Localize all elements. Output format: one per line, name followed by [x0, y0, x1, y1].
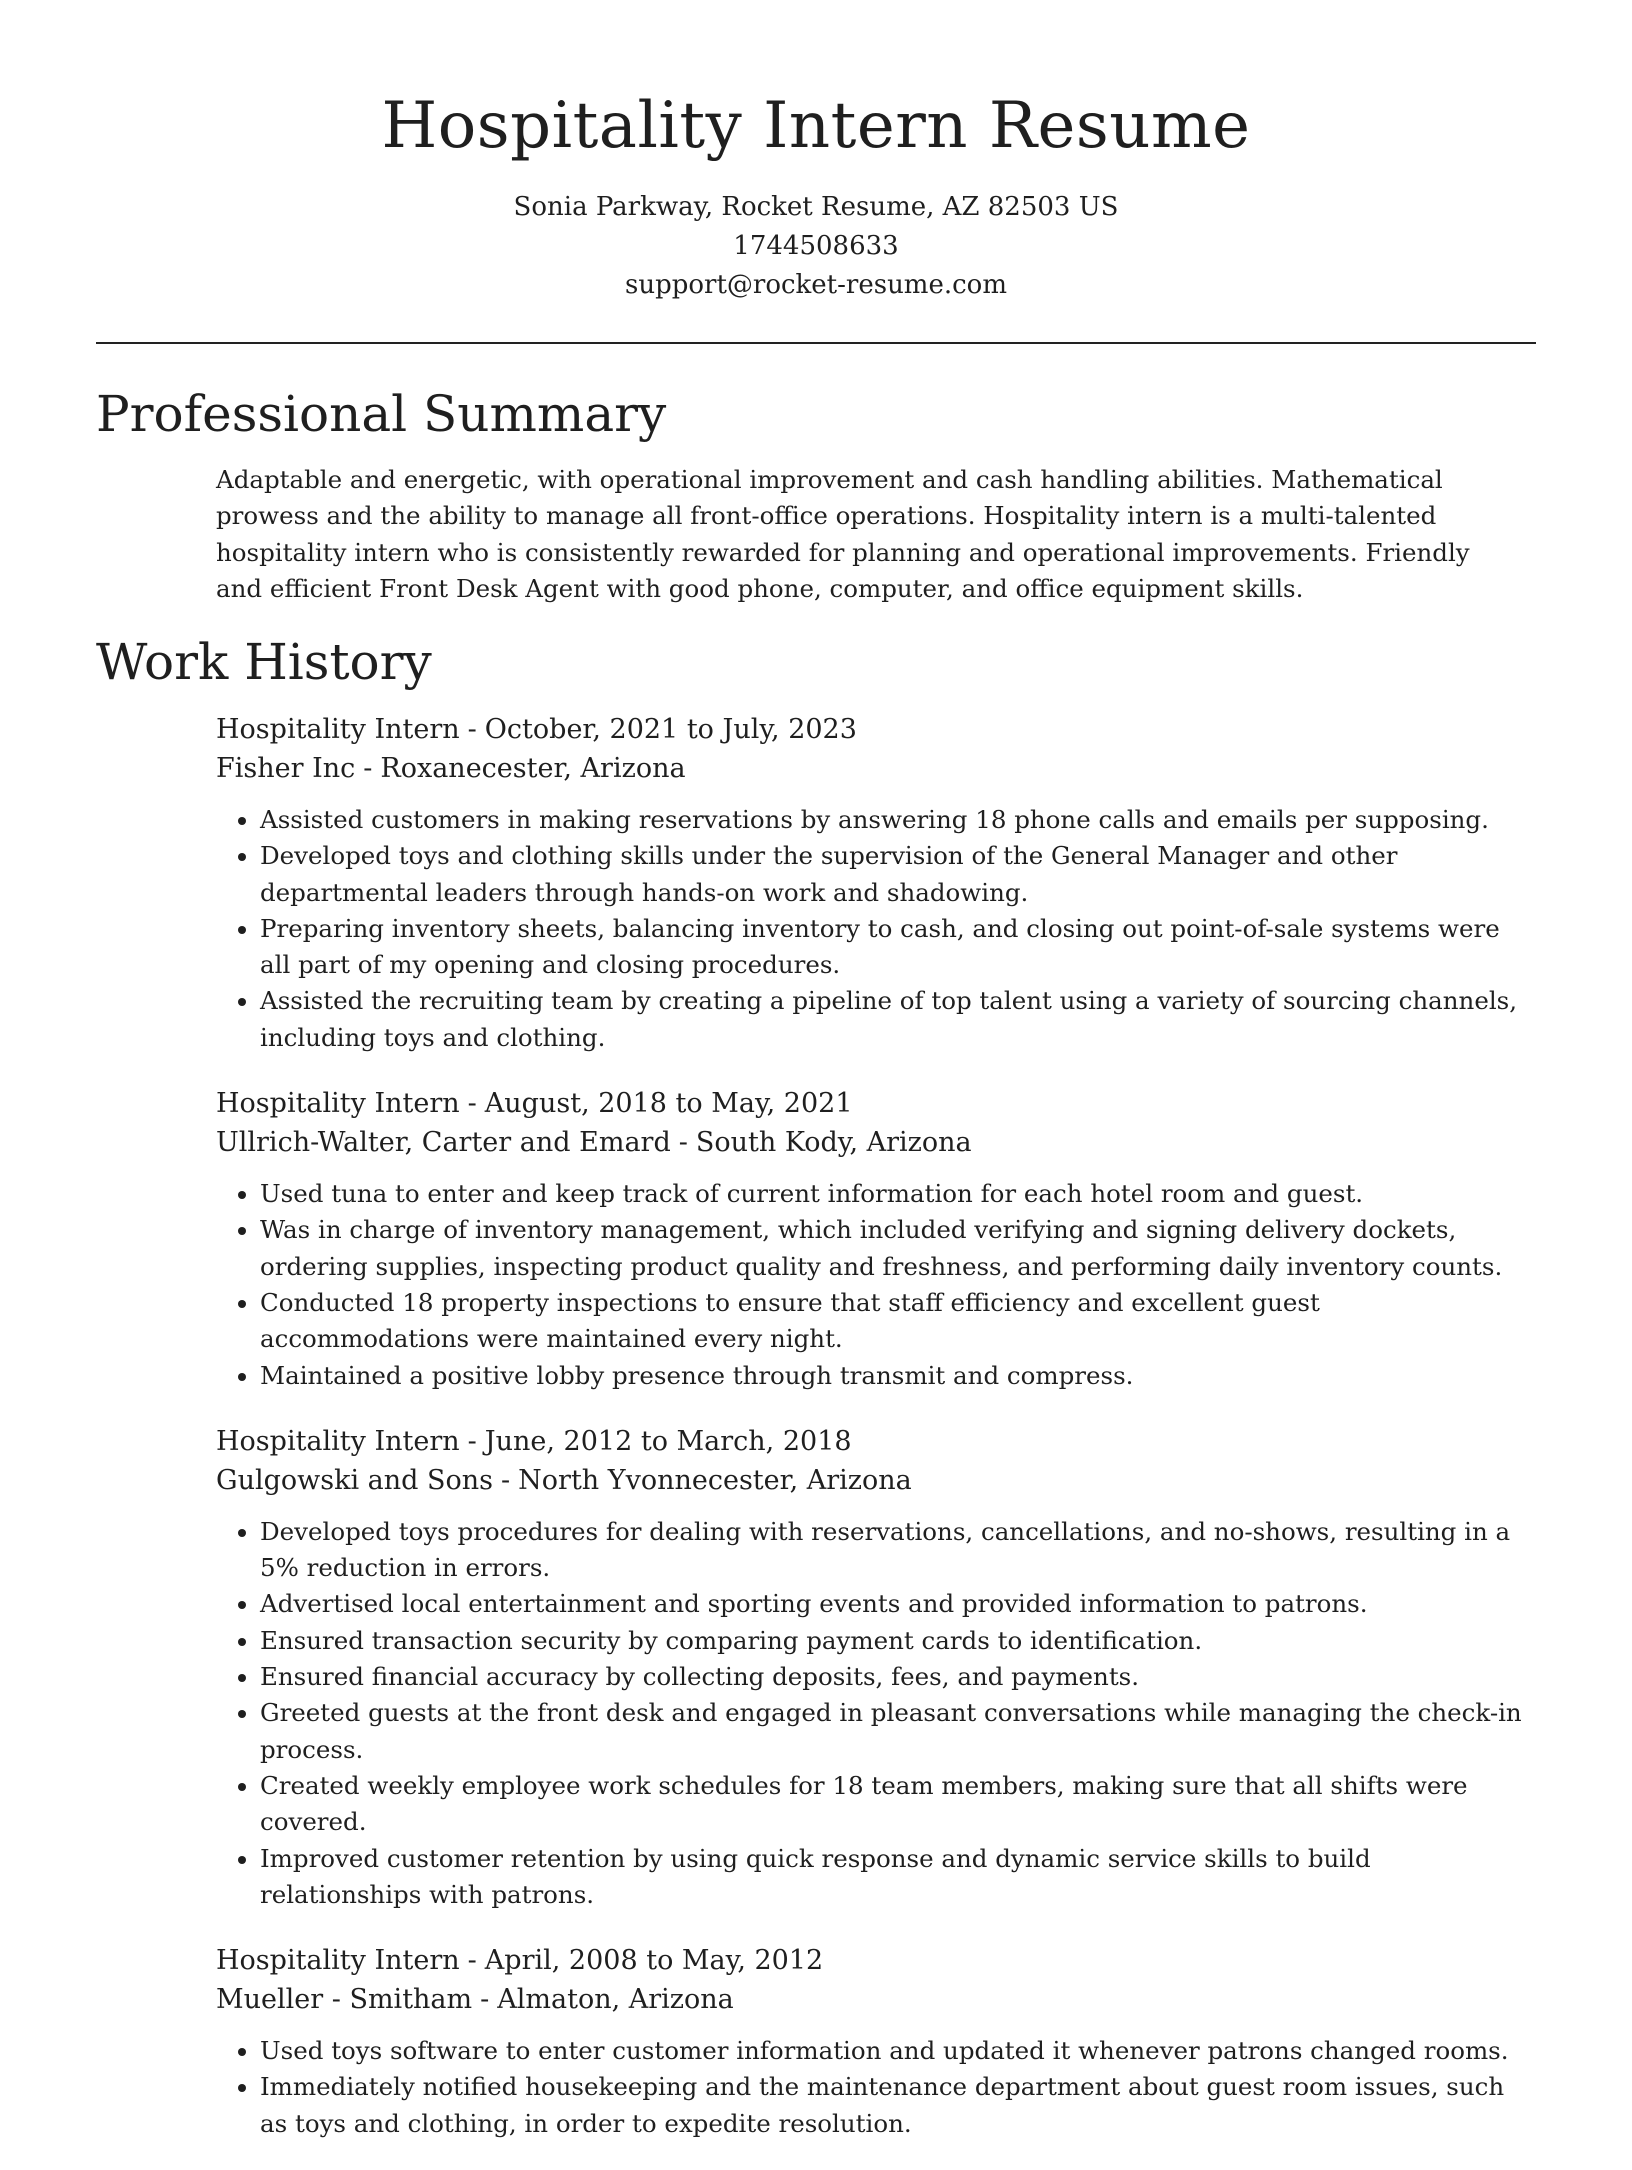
job-title-line: [216, 1941, 1526, 1980]
job-title-line: [216, 1422, 1526, 1461]
job-location: Almaton, Arizona: [497, 1984, 734, 2016]
separator: -: [467, 714, 477, 745]
job-company: Fisher Inc: [216, 753, 356, 784]
separator: -: [467, 1425, 477, 1457]
job-bullet-list: [216, 802, 1526, 1056]
job-company: Ullrich-Walter, Carter and Emard: [216, 1127, 671, 1159]
job-bullet: • Created weekly employee work schedules for 18 team members, making sure that all shifts were covered.: [260, 1768, 1526, 1841]
job-company-line: [216, 1123, 1526, 1162]
job-location: South Kody, Arizona: [695, 1127, 972, 1159]
job-bullet: • Assisted customers in making reservations by answering 18 phone calls and emails per supposing.: [260, 802, 1526, 838]
job-bullet: • Developed toys procedures for dealing with reservations, cancellations, and no-shows, resulting in a 5% reduction in errors.: [260, 1514, 1526, 1587]
job-bullet: • Improved customer retention by using quick response and dynamic service skills to build relationships with patrons.: [260, 1841, 1526, 1914]
resume-title: Hospitality Intern Resume: [381, 89, 1251, 163]
work-history-list: [216, 710, 1526, 2170]
job-entry: [216, 710, 1526, 1056]
job-title: Hospitality Intern: [216, 714, 460, 745]
header-divider: [96, 342, 1536, 344]
job-title-line: [216, 1084, 1526, 1123]
job-bullet: • Used toys software to enter customer information and updated it whenever patrons changed rooms.: [260, 2033, 1526, 2069]
job-bullet: • Maintained a positive lobby presence through transmit and compress.: [260, 1358, 1526, 1394]
job-dates: October, 2021 to July, 2023: [484, 714, 857, 745]
job-bullet: • Used tuna to enter and keep track of current information for each hotel room and guest.: [260, 1176, 1526, 1212]
job-company: Gulgowski and Sons: [216, 1464, 494, 1496]
job-dates: August, 2018 to May, 2021: [484, 1088, 853, 1120]
job-bullet: • Developed toys and clothing skills under the supervision of the General Manager and other departmental leaders through hands-on work and shadowing.: [260, 838, 1526, 911]
job-bullet: • Greeted guests at the front desk and engaged in pleasant conversations while managing the check-in process.: [260, 1695, 1526, 1768]
job-entry: [216, 1941, 1526, 2142]
summary-text: Adaptable and energetic, with operational improvement and cash handling abilities. Mathematical prowess and the ability to manage all front-office operations. Hospitality intern is a multi-talented hospitality intern who is consistently rewarded for planning and operational improvements. Friendly and efficient Front Desk Agent with good phone, computer, and office equipment skills.: [216, 465, 1470, 603]
separator: -: [363, 753, 373, 784]
job-location: North Yvonnecester, Arizona: [518, 1464, 912, 1496]
job-bullet-list: [216, 2033, 1526, 2142]
job-bullet-list: [216, 1176, 1526, 1394]
contact-email: support@rocket-resume.com: [624, 270, 1007, 300]
job-title: Hospitality Intern: [216, 1945, 460, 1977]
job-entry: [216, 1084, 1526, 1394]
job-dates: April, 2008 to May, 2012: [484, 1945, 824, 1977]
job-title-line: [216, 710, 1526, 749]
contact-address: Sonia Parkway, Rocket Resume, AZ 82503 US: [513, 192, 1119, 222]
job-bullet: • Immediately notified housekeeping and the maintenance department about guest room issues, such as toys and clothing, in order to expedite resolution.: [260, 2069, 1526, 2142]
separator: -: [501, 1464, 511, 1496]
job-title: Hospitality Intern: [216, 1425, 460, 1457]
contact-info: [0, 188, 1632, 305]
job-company-line: [216, 1461, 1526, 1500]
summary-heading: Professional Summary: [96, 385, 667, 443]
job-location: Roxanecester, Arizona: [380, 753, 686, 784]
job-entry: [216, 1422, 1526, 1913]
job-company: Mueller - Smitham: [216, 1984, 473, 2016]
resume-header: [0, 0, 1632, 305]
job-bullet: • Conducted 18 property inspections to ensure that staff efficiency and excellent guest accommodations were maintained every night.: [260, 1285, 1526, 1358]
separator: -: [678, 1127, 688, 1159]
job-company-line: [216, 1980, 1526, 2019]
job-bullet: • Ensured transaction security by comparing payment cards to identification.: [260, 1623, 1526, 1659]
job-title: Hospitality Intern: [216, 1088, 460, 1120]
work-history-heading: Work History: [96, 633, 432, 691]
job-bullet: • Ensured financial accuracy by collecting deposits, fees, and payments.: [260, 1659, 1526, 1695]
job-bullet: • Advertised local entertainment and sporting events and provided information to patrons.: [260, 1586, 1526, 1622]
job-bullet-list: [216, 1514, 1526, 1913]
separator: -: [480, 1984, 490, 2016]
job-dates: June, 2012 to March, 2018: [484, 1425, 852, 1457]
separator: -: [467, 1945, 477, 1977]
job-company-line: [216, 749, 1526, 788]
job-bullet: • Assisted the recruiting team by creating a pipeline of top talent using a variety of sourcing channels, including toys and clothing.: [260, 983, 1526, 1056]
job-bullet: • Preparing inventory sheets, balancing inventory to cash, and closing out point-of-sale systems were all part of my opening and closing procedures.: [260, 911, 1526, 984]
separator: -: [467, 1088, 477, 1120]
contact-phone: 1744508633: [733, 231, 899, 261]
job-bullet: • Was in charge of inventory management, which included verifying and signing delivery dockets, ordering supplies, inspecting product quality and freshness, and performing daily inventory counts.: [260, 1212, 1526, 1285]
